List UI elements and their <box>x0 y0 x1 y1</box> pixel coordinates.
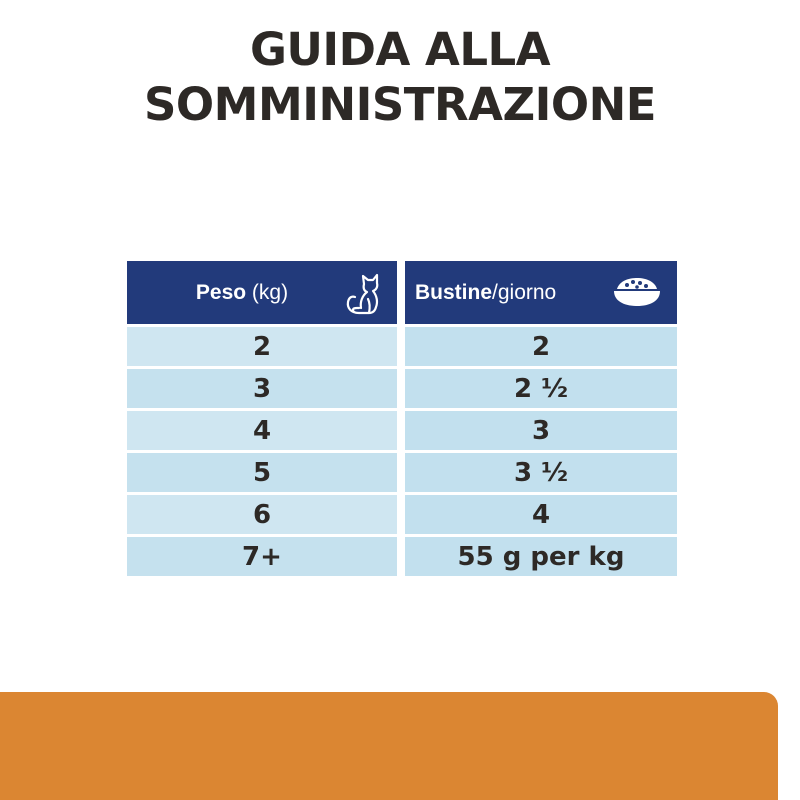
table-row: 4 <box>405 495 677 534</box>
table-row: 6 <box>127 495 397 534</box>
food-bowl-icon <box>613 275 661 309</box>
page-title <box>0 22 800 132</box>
table-row: 4 <box>127 411 397 450</box>
table-row: 3 <box>127 369 397 408</box>
weight-header <box>127 261 397 324</box>
feeding-table <box>127 261 677 579</box>
table-row: 3 <box>405 411 677 450</box>
sachets-header-bold: Bustine <box>415 280 493 304</box>
table-row: 5 <box>127 453 397 492</box>
table-row: 3 ½ <box>405 453 677 492</box>
bottom-color-bar <box>0 692 778 800</box>
table-row: 55 g per kg <box>405 537 677 576</box>
table-row: 7+ <box>127 537 397 576</box>
sachets-column <box>405 261 677 576</box>
table-row: 2 <box>127 327 397 366</box>
cat-icon <box>343 270 383 316</box>
title-line-1: GUIDA ALLA <box>249 23 551 76</box>
table-row: 2 <box>405 327 677 366</box>
weight-column <box>127 261 397 576</box>
sachets-header <box>405 261 677 324</box>
weight-header-unit: (kg) <box>246 280 289 304</box>
table-row: 2 ½ <box>405 369 677 408</box>
sachets-header-unit: /giorno <box>492 280 557 304</box>
title-line-2: SOMMINISTRAZIONE <box>144 78 656 131</box>
weight-header-bold: Peso <box>195 280 247 304</box>
